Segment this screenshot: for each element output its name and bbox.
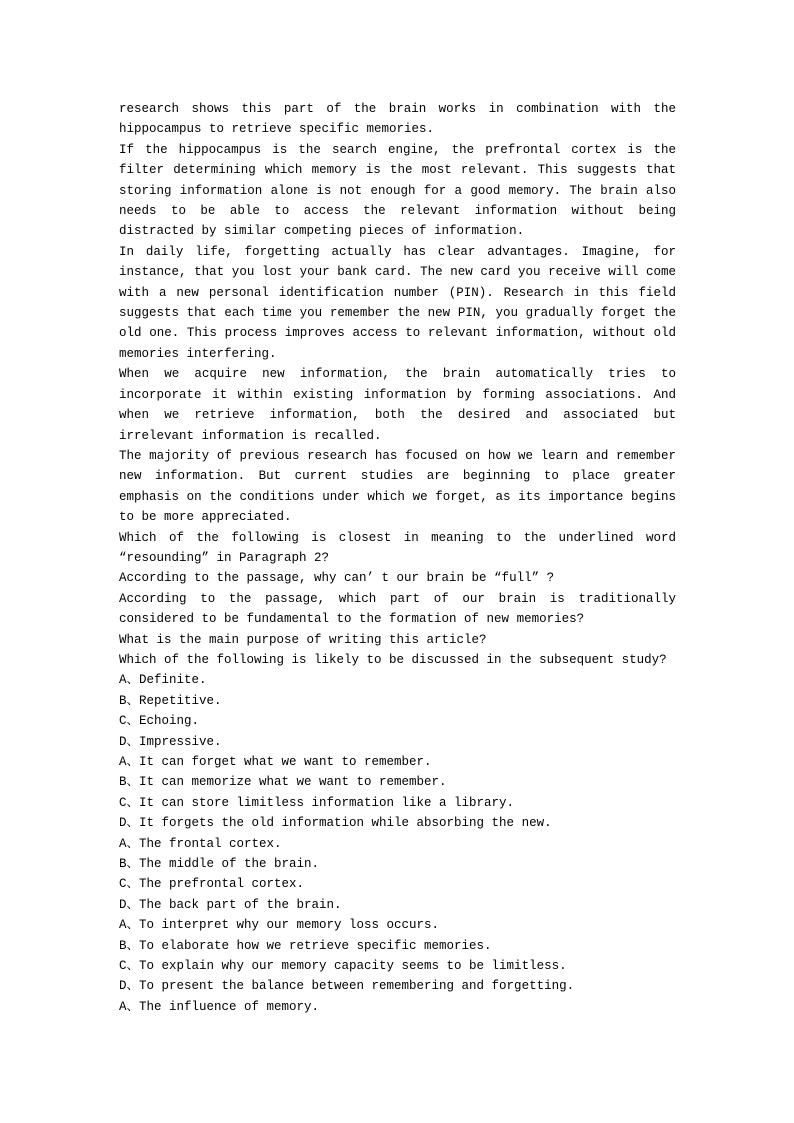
answer-option[interactable]: C、The prefrontal cortex. — [119, 877, 305, 892]
document-body — [119, 99, 676, 1017]
answer-option[interactable]: A、It can forget what we want to remember. — [119, 755, 432, 769]
answer-option[interactable]: B、It can memorize what we want to remember. — [119, 775, 447, 790]
passage-paragraph: If the hippocampus is the search engine, the prefrontal cortex is the filter determining which memory is the most relevant. This suggests that storing information alone is not enough for a good memory. The brain also needs to be able to access the relevant information without being distracted by similar competing pieces of information. — [119, 142, 676, 239]
answer-option[interactable]: A、The frontal cortex. — [119, 836, 282, 851]
question-item: According to the passage, which part of our brain is traditionally considered to be fundamental to the formation of new memories? — [119, 591, 676, 627]
answer-option[interactable]: A、Definite. — [119, 673, 207, 688]
question-item: What is the main purpose of writing this article? — [119, 632, 487, 647]
passage-paragraph: When we acquire new information, the brain automatically tries to incorporate it within existing information by forming associations. And when we retrieve information, both the desired and associated but irrelevant information is recalled. — [119, 367, 676, 443]
answer-option[interactable]: D、The back part of the brain. — [119, 897, 342, 912]
answer-option[interactable]: C、Echoing. — [119, 714, 200, 729]
answer-option[interactable]: D、To present the balance between remembering and forgetting. — [119, 979, 575, 994]
answer-option[interactable]: B、Repetitive. — [119, 693, 222, 708]
answer-option[interactable]: A、To interpret why our memory loss occurs. — [119, 918, 440, 933]
answer-option[interactable]: C、To explain why our memory capacity seems to be limitless. — [119, 959, 567, 974]
passage-paragraph: The majority of previous research has focused on how we learn and remember new information. But current studies are beginning to place greater emphasis on the conditions under which we forget, as its importance begins to be more appreciated. — [119, 448, 676, 525]
question-item: Which of the following is closest in meaning to the underlined word “resounding” in Paragraph 2? — [119, 530, 676, 565]
answer-option[interactable]: D、It forgets the old information while absorbing the new. — [119, 816, 552, 831]
question-item: Which of the following is likely to be discussed in the subsequent study? — [119, 652, 667, 667]
answer-option[interactable]: B、The middle of the brain. — [119, 857, 320, 872]
question-item: According to the passage, why can’ t our brain be “full” ? — [119, 571, 555, 586]
answer-option[interactable]: A、The influence of memory. — [119, 999, 320, 1014]
passage-paragraph: research shows this part of the brain works in combination with the hippocampus to retrieve specific memories. — [119, 102, 676, 137]
passage-paragraph: In daily life, forgetting actually has clear advantages. Imagine, for instance, that you lost your bank card. The new card you receive will come with a new personal identification number (PIN). Research in this field suggests that each time you remember the new PIN, you gradually forget the old one. This process improves access to relevant information, without old memories interfering. — [119, 244, 676, 361]
answer-option[interactable]: B、To elaborate how we retrieve specific memories. — [119, 938, 492, 953]
answer-option[interactable]: C、It can store limitless information like a library. — [119, 795, 515, 810]
answer-option[interactable]: D、Impressive. — [119, 734, 222, 749]
